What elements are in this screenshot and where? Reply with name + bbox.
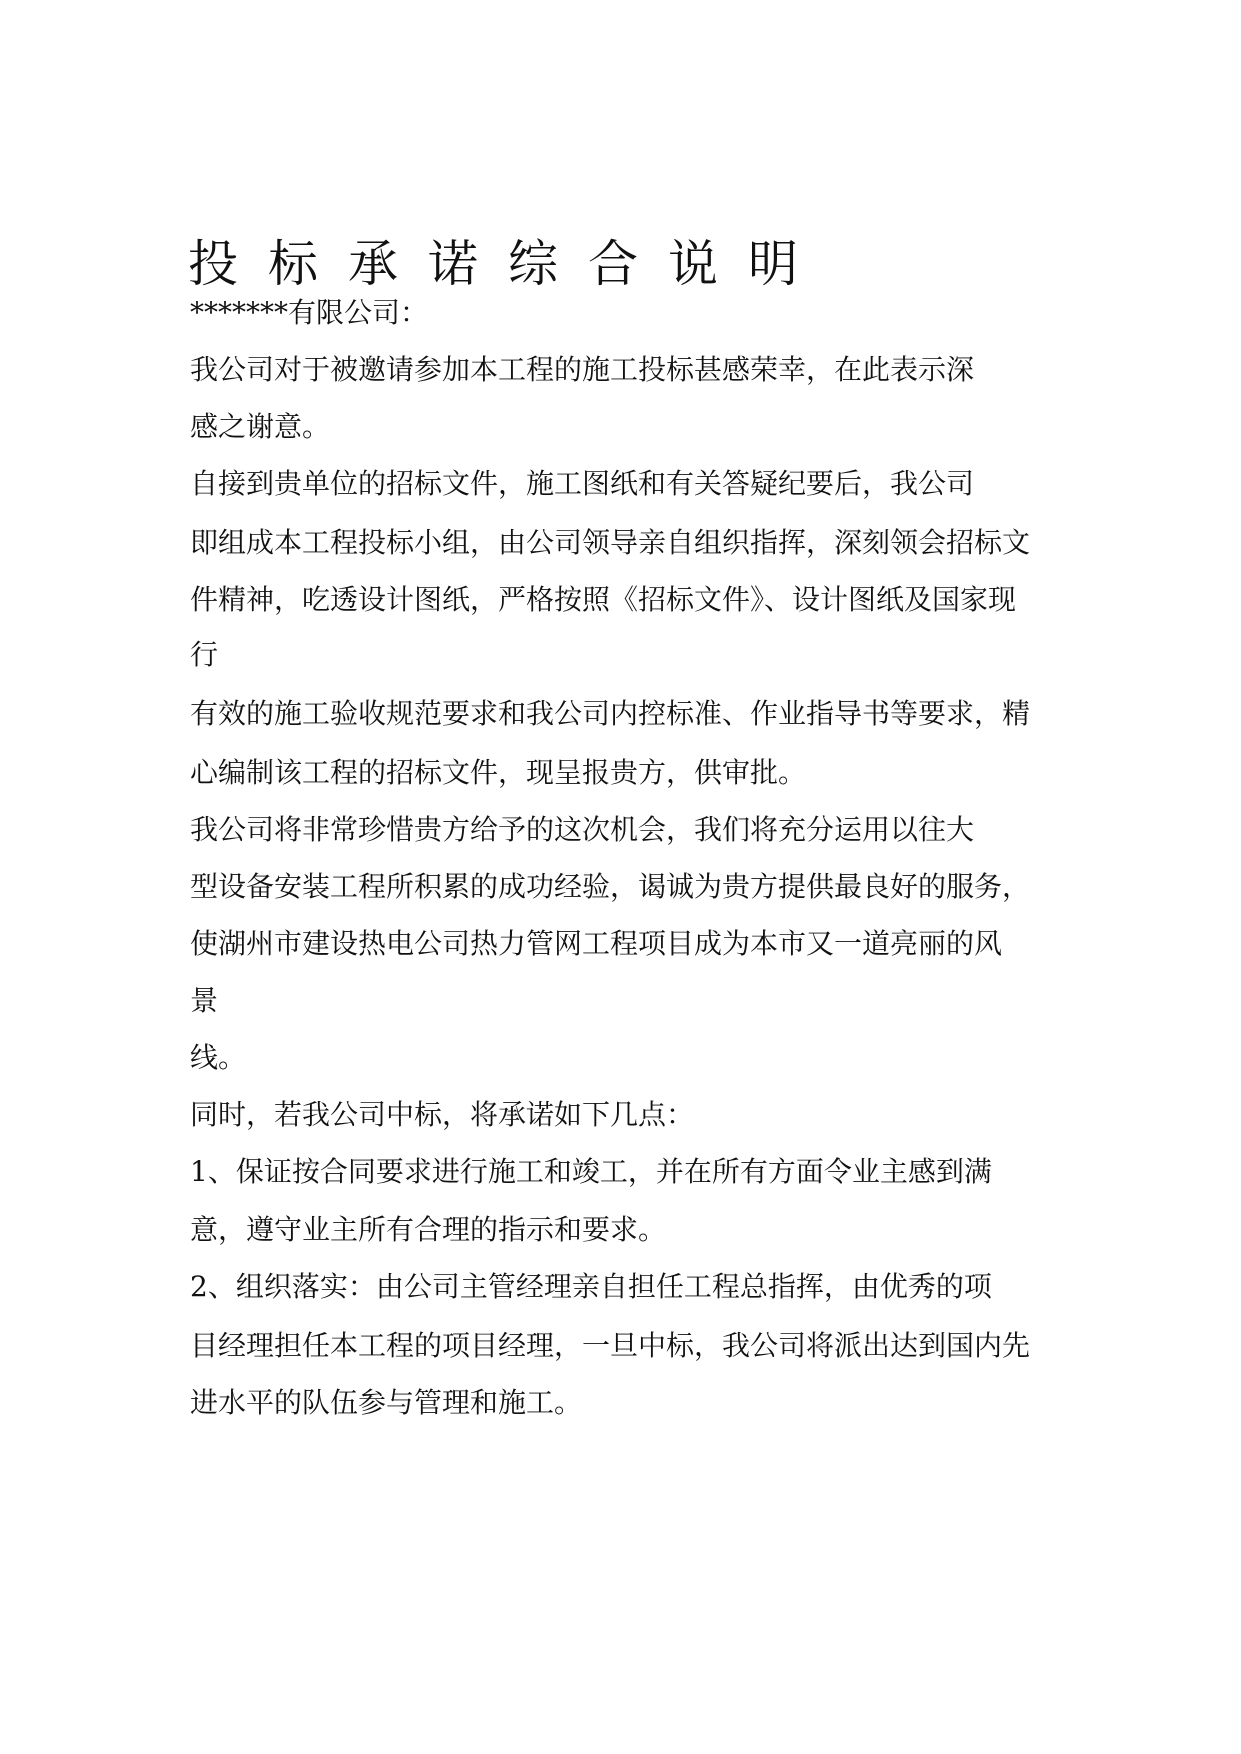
body-line: 景 — [190, 984, 219, 1017]
body-line: 我公司将非常珍惜贵方给予的这次机会，我们将充分运用以往大 — [190, 813, 975, 846]
document-title: 投标承诺综合说明 — [188, 235, 828, 293]
body-line: 心编制该工程的招标文件，现呈报贵方，供审批。 — [190, 756, 807, 789]
body-line: 有效的施工验收规范要求和我公司内控标准、作业指导书等要求，精 — [190, 697, 1031, 730]
body-line: 件精神，吃透设计图纸，严格按照《招标文件》、设计图纸及国家现 — [190, 583, 1017, 616]
body-line: 行 — [190, 638, 219, 671]
commitment-item: 2、组织落实：由公司主管经理亲自担任工程总指挥，由优秀的项 — [190, 1270, 992, 1303]
commitment-item: 目经理担任本工程的项目经理，一旦中标，我公司将派出达到国内先 — [190, 1329, 1031, 1362]
commitment-item: 1、保证按合同要求进行施工和竣工，并在所有方面令业主感到满 — [190, 1155, 992, 1188]
body-line: 即组成本工程投标小组，由公司领导亲自组织指挥，深刻领会招标文 — [190, 526, 1031, 559]
body-line: 同时，若我公司中标，将承诺如下几点： — [190, 1098, 695, 1131]
body-line: 感之谢意。 — [190, 410, 331, 443]
body-line: 使湖州市建设热电公司热力管网工程项目成为本市又一道亮丽的风 — [190, 927, 1003, 960]
salutation-line: *******有限公司： — [190, 296, 429, 329]
body-line: 线。 — [190, 1041, 247, 1074]
body-line: 自接到贵单位的招标文件，施工图纸和有关答疑纪要后，我公司 — [190, 467, 975, 500]
body-line: 我公司对于被邀请参加本工程的施工投标甚感荣幸，在此表示深 — [190, 353, 975, 386]
commitment-item: 进水平的队伍参与管理和施工。 — [190, 1386, 583, 1419]
commitment-item: 意，遵守业主所有合理的指示和要求。 — [190, 1213, 667, 1246]
body-line: 型设备安装工程所积累的成功经验，谒诚为贵方提供最良好的服务， — [190, 870, 1031, 903]
